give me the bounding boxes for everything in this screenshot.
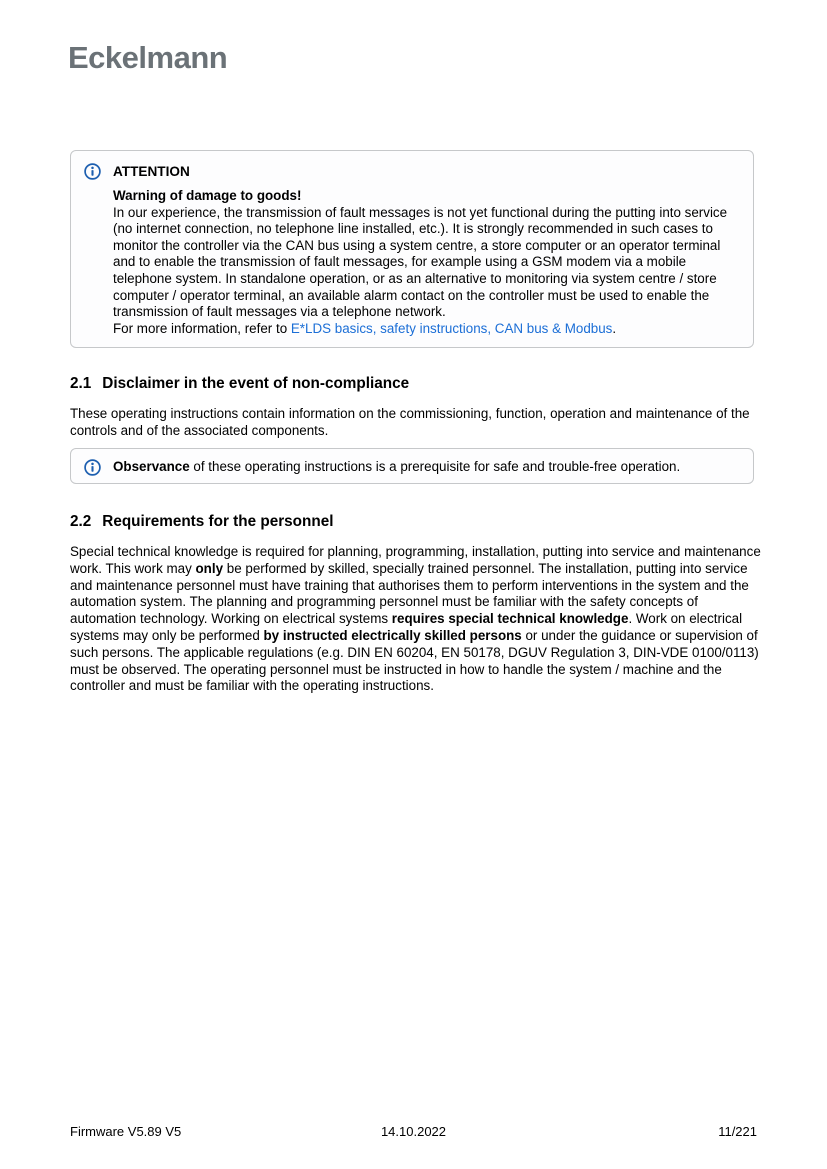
- plain-text: . Work on electrical systems may only be performed: [70, 611, 743, 643]
- attention-body-text: In our experience, the transmission of fault messages is not yet functional during the putting into service (no internet connection, no telephone line installed, etc.). It is strongly recommended in such cases to monitor the controller via the CAN bus using a system centre, a store computer or an operator terminal and to enable the transmission of fault messages, for example using a GSM modem via a mobile telephone system. In standalone operation, or as an alternative to monitoring via system centre / store computer / operator terminal, an available alarm contact on the controller must be used to enable the transmission of fault messages via a telephone network.: [113, 204, 728, 320]
- footer-firmware-version: Firmware V5.89 V5: [70, 1124, 182, 1139]
- section-title: Disclaimer in the event of non-compliance: [102, 375, 410, 392]
- observance-note-content: [113, 449, 741, 475]
- plain-text: For more information, refer to: [113, 320, 291, 336]
- attention-subtitle: Warning of damage to goods!: [113, 188, 302, 203]
- footer-page-number: 11/221: [718, 1124, 757, 1139]
- attention-more-info-line: [113, 321, 741, 338]
- attention-title: ATTENTION: [113, 164, 190, 179]
- bold-text: by instructed electrically skilled persons: [263, 627, 522, 643]
- plain-text: of these operating instructions is a prerequisite for safe and trouble-free operation.: [189, 459, 681, 474]
- info-icon: [84, 459, 101, 476]
- eckelmann-logo: Eckelmann: [68, 40, 228, 75]
- observance-text: [113, 458, 741, 475]
- section-heading-2-2: [70, 514, 333, 531]
- section-number: 2.2: [70, 513, 92, 530]
- section-title: Requirements for the personnel: [102, 513, 334, 530]
- document-cross-reference-link[interactable]: E*LDS basics, safety instructions, CAN bus & Modbus: [290, 320, 613, 336]
- plain-text: or under the guidance or supervision of such persons. The applicable regulations (e.g. DIN EN 60204, EN 50178, DGUV Regulation 3, DIN-VDE 0100/0113) must be observed. The operating personnel must be instructed in how to handle the system / machine and the controller and must be familiar with the operating instructions.: [70, 627, 759, 694]
- plain-text: .: [612, 320, 617, 336]
- section-number: 2.1: [70, 375, 92, 392]
- plain-text: Special technical knowledge is required for planning, programming, installation, putting into service and maintenance work. This work may: [70, 544, 761, 576]
- bold-text: requires special technical knowledge: [391, 611, 629, 627]
- observance-note-box: [70, 448, 754, 484]
- footer-date: 14.10.2022: [380, 1124, 447, 1139]
- plain-text: be performed by skilled, specially trained personnel. The installation, putting into service and maintenance personnel must have training that authorises them to perform interventions in the system and the automation system. The planning and programming personnel must be familiar with the safety concepts of automation technology. Working on electrical systems: [70, 560, 749, 627]
- bold-text: only: [195, 560, 224, 576]
- section-heading-2-1: [70, 376, 409, 393]
- section-2-2-paragraph: [70, 544, 762, 695]
- bold-text: Observance: [113, 459, 190, 474]
- attention-note-box: [70, 150, 754, 348]
- page-footer: [70, 1124, 757, 1140]
- section-2-1-paragraph: These operating instructions contain information on the commissioning, function, operation and maintenance of the controls and of the associated components.: [70, 406, 750, 438]
- info-icon: [84, 163, 101, 180]
- attention-note-content: [113, 151, 741, 337]
